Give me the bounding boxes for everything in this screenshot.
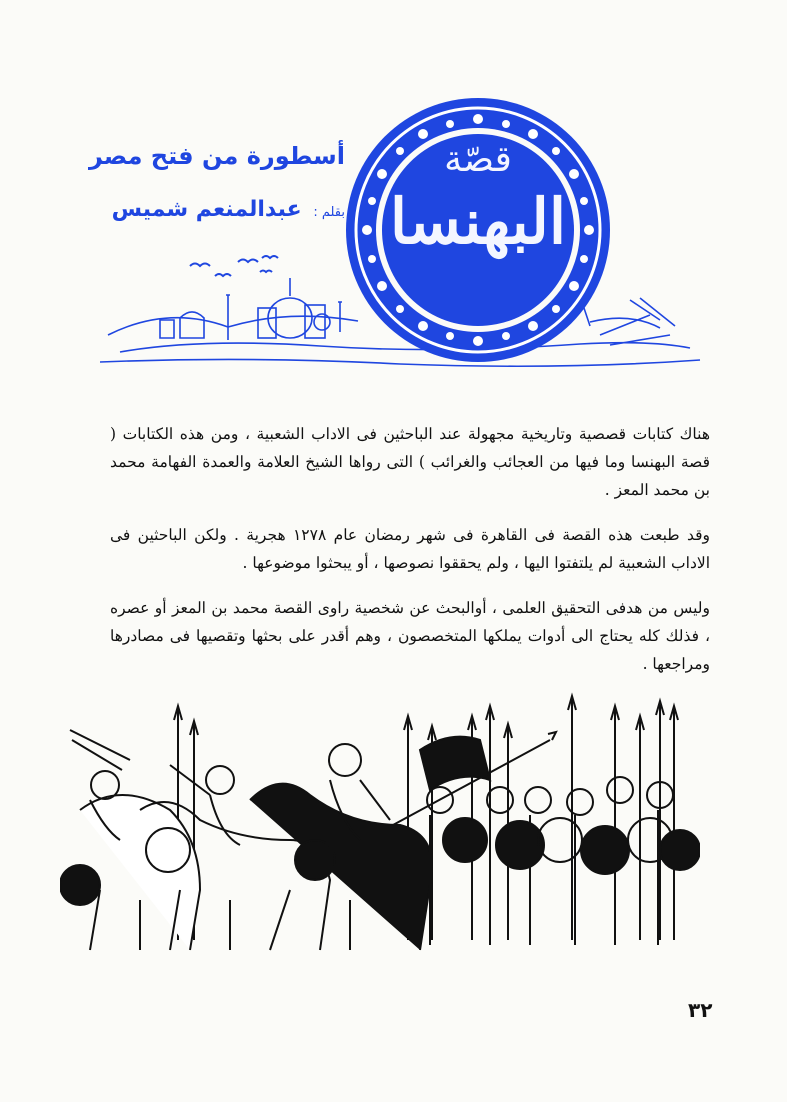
birds-icon: [190, 256, 278, 276]
paragraph-1: هناك كتابات قصصية وتاريخية مجهولة عند الباحثين فى الاداب الشعبية ، ومن هذه الكتابات ( قصة البهنسا وما فيها من العجائب والغرائب ) التى رواها الشيخ العلامة والعمدة الفهامة محمد بن محمد المعز .: [110, 425, 710, 499]
war-banner: [420, 737, 490, 790]
medallion-title: [360, 130, 596, 262]
horses: [80, 784, 432, 950]
shield-icon: [60, 865, 100, 905]
page-number: ٣٢: [688, 998, 713, 1022]
author-name: عبدالمنعم شميس: [111, 197, 302, 222]
author-line: [112, 197, 345, 222]
title-banner: [0, 0, 787, 380]
warriors-illustration: [60, 690, 700, 980]
paragraph-2: وقد طبعت هذه القصة فى القاهرة فى شهر رمضان عام ١٢٧٨ هجرية . ولكن الباحثين فى الاداب الشعبية لم يلتفتوا اليها ، ولم يحققوا نصوصها ، أو يبحثوا موضوعها .: [110, 526, 710, 572]
article-body: [110, 420, 710, 695]
author-prefix: بقلم :: [313, 205, 345, 220]
subtitle: أسطورة من فتح مصر: [88, 142, 345, 170]
title-line-1: قصّة: [444, 139, 512, 180]
sword-icon: [70, 730, 130, 770]
paragraph-3: وليس من هدفى التحقيق العلمى ، أوالبحث عن شخصية راوى القصة محمد بن المعز أو عصره ، فذلك كله يحتاج الى أدوات يملكها المتخصصون ، وهم أقدر على بحثها وتقصيها فى مصادرها ومراجعها .: [110, 599, 710, 673]
title-line-2: البهنسا: [389, 185, 567, 258]
shield-icon: [295, 840, 335, 880]
